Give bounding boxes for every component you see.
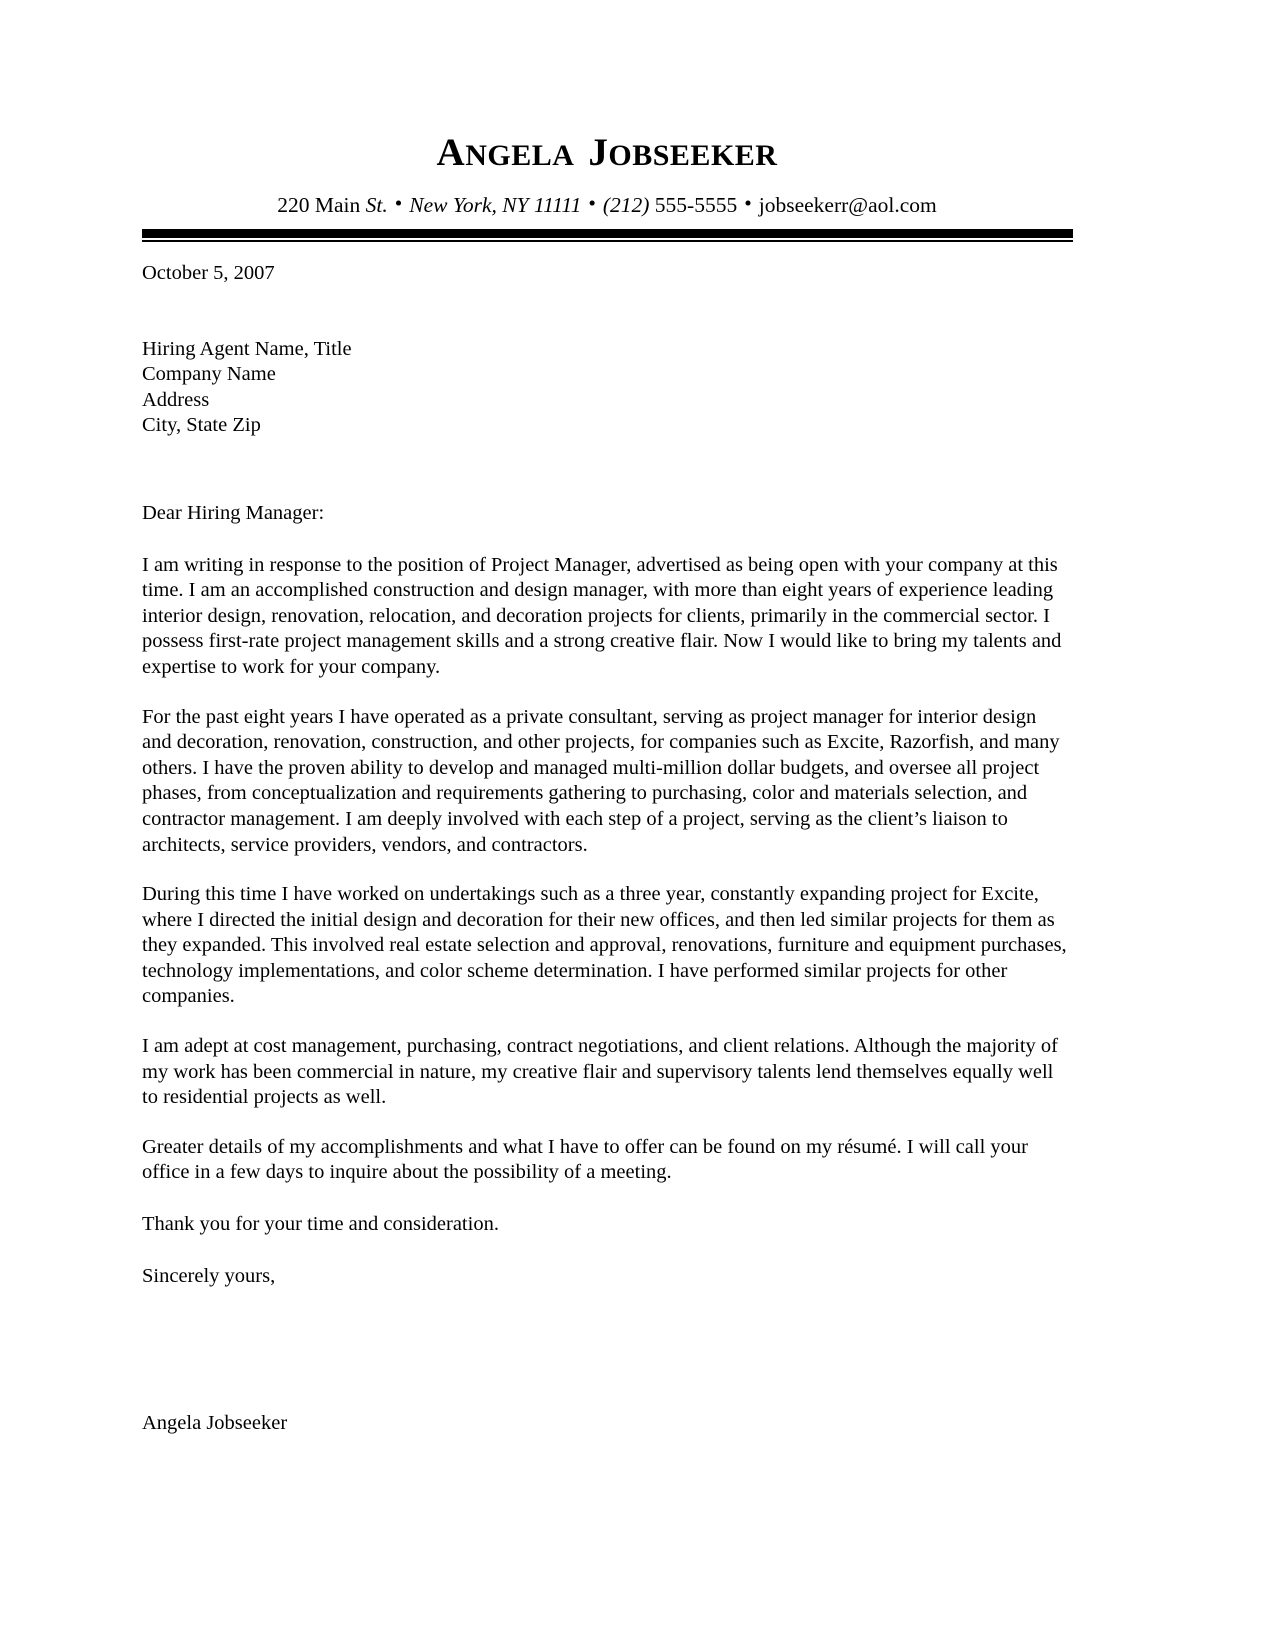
- name-segment-3: J: [588, 131, 609, 174]
- contact-bullet-separator: •: [744, 191, 752, 216]
- contact-segment-4: 1: [570, 193, 582, 218]
- contact-bullet-separator: •: [394, 191, 403, 216]
- contact-bullet-separator: •: [588, 191, 596, 216]
- closing-thanks: Thank you for your time and consideration.: [142, 1213, 499, 1236]
- body-paragraph-3: During this time I have worked on undertakings such as a three year, constantly expanding project for Excite, where I directed the initial design and decoration for their new offices, and then led similar projects for them as they expanded. This involved real estate selection and approval, renovations, furniture and equipment purchases, technology implementations, and color scheme determination. I have performed similar projects for other companies.: [142, 883, 1067, 1008]
- applicant-name: [142, 132, 1072, 173]
- recipient-line-3: Address: [142, 388, 210, 411]
- divider-thick-bar: [142, 229, 1073, 238]
- body-paragraph-5: Greater details of my accomplishments and what I have to offer can be found on my résumé. I will call your office in a few days to inquire about the possibility of a meeting.: [142, 1135, 1028, 1184]
- recipient-line-1: Hiring Agent Name, Title: [142, 337, 352, 360]
- contact-segment-6: (212): [602, 193, 650, 218]
- recipient-line-4: City, State Zip: [142, 414, 261, 437]
- body-paragraph-2: For the past eight years I have operated as a private consultant, serving as project manager for interior design and decoration, renovation, construction, and other projects, for companies such as Excite, Razorfish, and many others. I have the proven ability to develop and managed multi-million dollar budgets, and oversee all project phases, from conceptualization and requirements gathering to purchasing, color and materials selection, and contractor management. I am deeply involved with each step of a project, serving as the client’s liaison to architects, service providers, vendors, and contractors.: [142, 705, 1060, 856]
- contact-segment-7: 555-5555: [649, 193, 738, 218]
- closing-signoff: Sincerely yours,: [142, 1264, 276, 1287]
- body-paragraph-4: I am adept at cost management, purchasing, contract negotiations, and client relations. Although the majority of my work has been commercial in nature, my creative flair and supervisory talents lend themselves equally well to residential projects as well.: [142, 1035, 1058, 1109]
- divider-thin-bar: [142, 240, 1073, 242]
- name-segment-4: OBSEEKER: [608, 139, 778, 172]
- recipient-line-2: Company Name: [142, 363, 276, 386]
- letterhead-divider: [142, 229, 1073, 242]
- contact-segment-3: New York, NY 1111: [409, 193, 571, 218]
- recipient-block: [142, 337, 1067, 439]
- name-segment-1: NGELA: [465, 139, 575, 172]
- letterhead: [142, 132, 1072, 219]
- contact-segment-1: St.: [365, 193, 388, 218]
- salutation: Dear Hiring Manager:: [142, 501, 325, 524]
- contact-line: [142, 193, 1072, 219]
- signature-name: Angela Jobseeker: [142, 1412, 288, 1435]
- name-segment-0: A: [436, 131, 466, 174]
- letter-body: [142, 261, 1067, 1437]
- contact-segment-0: 220 Main: [277, 193, 366, 218]
- letter-date: October 5, 2007: [142, 262, 275, 284]
- contact-segment-9: jobseekerr@aol.com: [758, 193, 937, 218]
- body-paragraph-1: I am writing in response to the position of Project Manager, advertised as being open with your company at this time. I am an accomplished construction and design manager, with more than eight years of experience leading interior design, renovation, relocation, and decoration projects for clients, primarily in the commercial sector. I possess first-rate project management skills and a strong creative flair. Now I would like to bring my talents and expertise to work for your company.: [142, 553, 1062, 678]
